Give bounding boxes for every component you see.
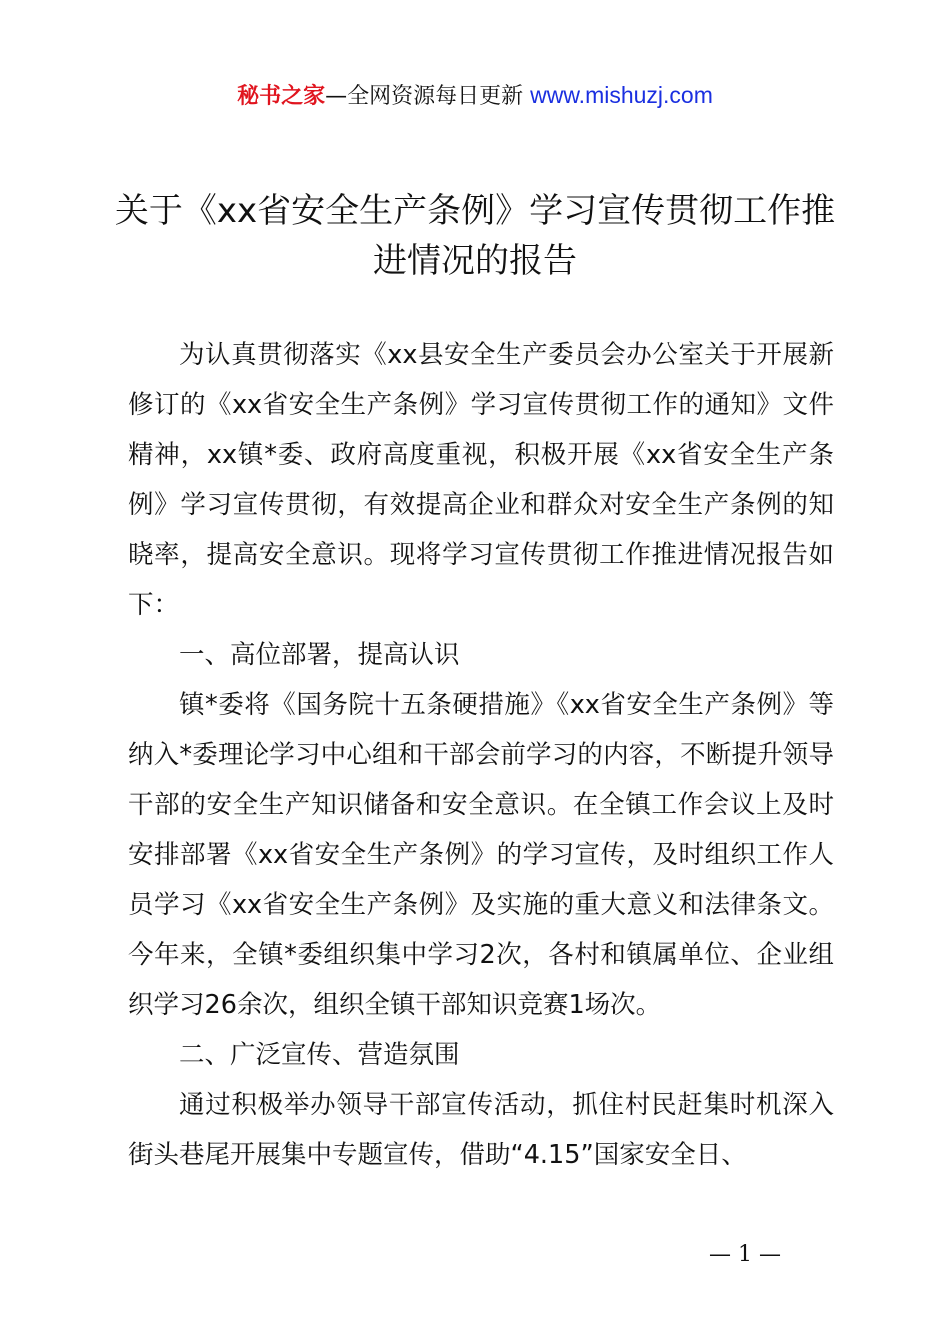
banner-url-link[interactable]: www.mishuzj.com xyxy=(530,82,713,108)
banner-brand: 秘书之家 xyxy=(237,84,326,109)
site-banner xyxy=(0,80,950,112)
page-number: — 1 — xyxy=(709,1242,781,1267)
section-2-paragraph: 通过积极举办领导干部宣传活动，抓住村民赶集时机深入街头巷尾开展集中专题宣传，借助“4.15”国家安全日、 xyxy=(128,1090,834,1170)
section-1-paragraph: 镇*委将《国务院十五条硬措施》《xx省安全生产条例》等纳入*委理论学习中心组和干部会前学习的内容，不断提升领导干部的安全生产知识储备和安全意识。在全镇工作会议上及时安排部署《xx省安全生产条例》的学习宣传，及时组织工作人员学习《xx省安全生产条例》及实施的重大意义和法律条文。今年来，全镇*委组织集中学习2次，各村和镇属单位、企业组织学习26余次，组织全镇干部知识竞赛1场次。 xyxy=(128,690,834,1020)
banner-slogan: —全网资源每日更新 xyxy=(325,84,531,109)
intro-paragraph: 为认真贯彻落实《xx县安全生产委员会办公室关于开展新修订的《xx省安全生产条例》学习宣传贯彻工作的通知》文件精神，xx镇*委、政府高度重视，积极开展《xx省安全生产条例》学习宣传贯彻，有效提高企业和群众对安全生产条例的知晓率，提高安全意识。现将学习宣传贯彻工作推进情况报告如下： xyxy=(128,340,834,620)
section-heading-2: 二、广泛宣传、营造氛围 xyxy=(179,1040,460,1070)
document-title: 关于《xx省安全生产条例》学习宣传贯彻工作推进情况的报告 xyxy=(114,191,836,281)
document-body xyxy=(128,330,834,1180)
section-heading-1: 一、高位部署，提高认识 xyxy=(179,640,460,670)
